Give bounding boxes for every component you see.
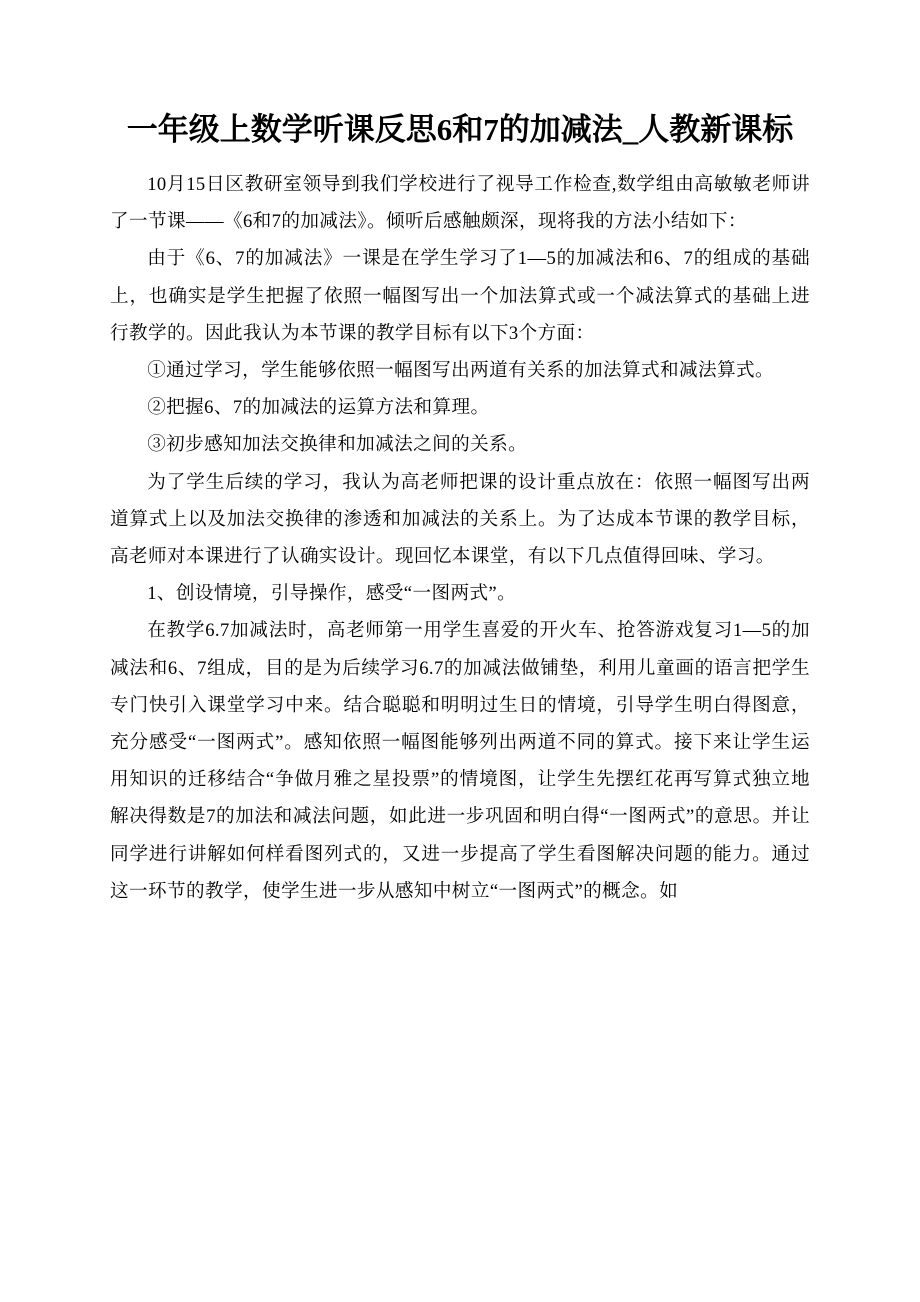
paragraph-design-focus: 为了学生后续的学习，我认为高老师把课的设计重点放在：依照一幅图写出两道算式上以及加法交换律的渗透和加减法的关系上。为了达成本节课的教学目标，高老师对本课进行了认确实设计。现回忆本课堂，有以下几点值得回味、学习。 — [110, 471, 810, 568]
paragraph-goal-3: ③初步感知加法交换律和加减法之间的关系。 — [147, 434, 528, 456]
paragraph-section-1-body: 在教学6.7加减法时，高老师第一用学生喜爱的开火车、抢答游戏复习1—5的加减法和6、7组成，目的是为后续学习6.7的加减法做铺垫，利用儿童画的语言把学生专门快引入课堂学习中来。结合聪聪和明明过生日的情境，引导学生明白得图意，充分感受“一图两式”。感知依照一幅图能够列出两道不同的算式。接下来让学生运用知识的迁移结合“争做月雅之星投票”的情境图，让学生先摆红花再写算式独立地解决得数是7的加法和减法问题，如此进一步巩固和明白得“一图两式”的意思。并让同学进行讲解如何样看图列式的，又进一步提高了学生看图解决问题的能力。通过这一环节的教学，使学生进一步从感知中树立“一图两式”的概念。如 — [110, 620, 810, 902]
section-heading-1: 1、创设情境，引导操作，感受“一图两式”。 — [147, 583, 517, 605]
paragraph-intro: 10月15日区教研室领导到我们学校进行了视导工作检查,数学组由高敏敏老师讲了一节课——《6和7的加减法》。倾听后感触颇深，现将我的方法小结如下： — [110, 174, 810, 233]
paragraph-goal-1: ①通过学习，学生能够依照一幅图写出两道有关系的加法算式和减法算式。 — [147, 360, 774, 382]
document-body — [110, 166, 810, 910]
document-page — [110, 108, 810, 910]
paragraph-background: 由于《6、7的加减法》一课是在学生学习了1—5的加减法和6、7的组成的基础上，也确实是学生把握了依照一幅图写出一个加法算式或一个减法算式的基础上进行教学的。因此我认为本节课的教学目标有以下3个方面： — [110, 248, 810, 344]
paragraph-goal-2: ②把握6、7的加减法的运算方法和算理。 — [147, 397, 490, 419]
document-title: 一年级上数学听课反思6和7的加减法_人教新课标 — [126, 112, 794, 147]
